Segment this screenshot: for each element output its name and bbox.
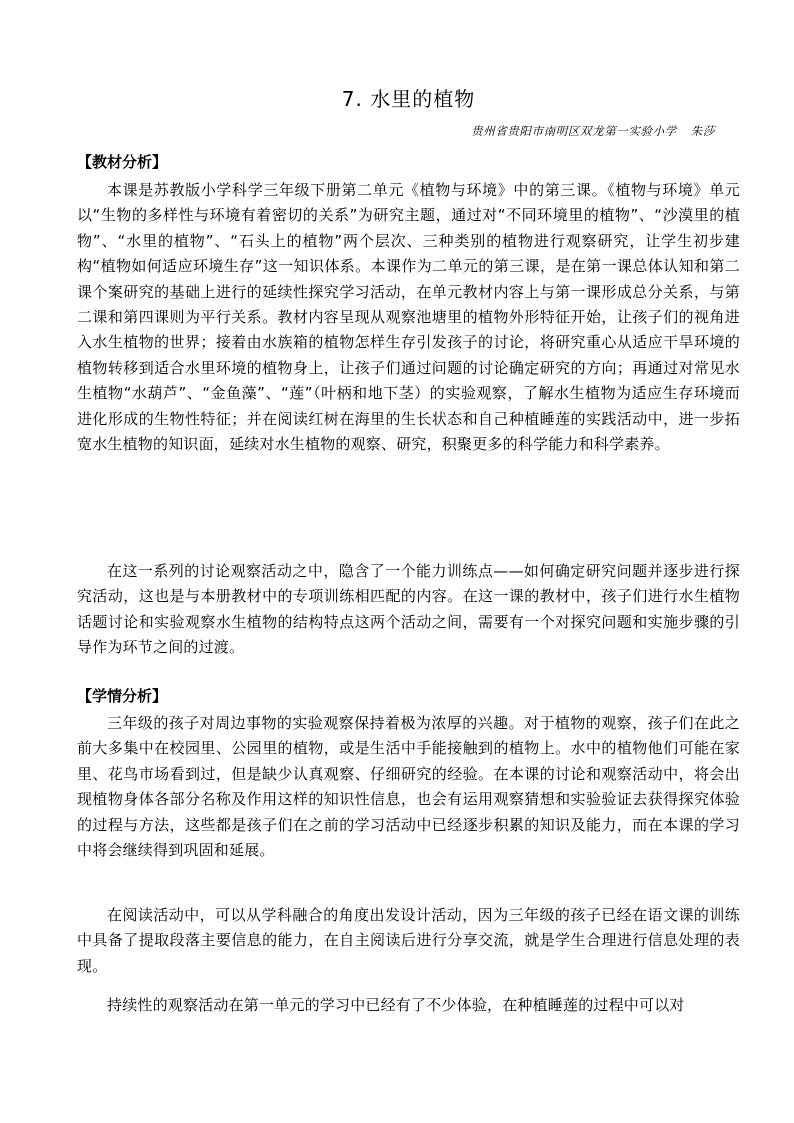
document-title: 7. 水里的植物	[341, 87, 476, 111]
section-heading-learner-analysis: 【学情分析】	[77, 687, 168, 705]
author-line	[471, 123, 715, 139]
paragraph-textbook-analysis-2: 在这一系列的讨论观察活动之中，隐含了一个能力训练点——如何确定研究问题并逐步进行探究活动，这也是与本册教材中的专项训练相匹配的内容。在这一课的教材中，孩子们进行水生植物话题讨论和实验观察水生植物的结构特点这两个活动之间，需要有一个对探究问题和实施步骤的引导作为环节之间的过渡。	[77, 562, 740, 657]
section-heading-textbook-analysis: 【教材分析】	[77, 153, 168, 171]
paragraph-learner-analysis-3: 持续性的观察活动在第一单元的学习中已经有了不少体验，在种植睡莲的过程中可以对	[107, 996, 685, 1014]
author-school: 贵州省贵阳市南明区双龙第一实验小学	[471, 124, 677, 138]
author-name: 朱莎	[690, 124, 715, 138]
paragraph-textbook-analysis-1: 本课是苏教版小学科学三年级下册第二单元《植物与环境》中的第三课。《植物与环境》单元以“生物的多样性与环境有着密切的关系”为研究主题，通过对“不同环境里的植物”、“沙漠里的植物”、“水里的植物”、“石头上的植物”两个层次、三种类别的植物进行观察研究，让学生初步建构“植物如何适应环境生存”这一知识体系。本课作为二单元的第三课，是在第一课总体认知和第二课个案研究的基础上进行的延续性探究学习活动，在单元教材内容上与第一课形成总分关系，与第二课和第四课则为平行关系。教材内容呈现从观察池塘里的植物外形特征开始，让孩子们的视角进入水生植物的世界；接着由水族箱的植物怎样生存引发孩子的讨论，将研究重心从适应干旱环境的植物转移到适合水里环境的植物身上，让孩子们通过问题的讨论确定研究的方向；再通过对常见水生植物“水葫芦”、“金鱼藻”、“莲”（叶柄和地下茎）的实验观察，了解水生植物为适应生存环境而进化形成的生物性特征；并在阅读红树在海里的生长状态和自己种植睡莲的实践活动中，进一步拓宽水生植物的知识面，延续对水生植物的观察、研究，积聚更多的科学能力和科学素养。	[77, 181, 740, 454]
paragraph-learner-analysis-2: 在阅读活动中，可以从学科融合的角度出发设计活动，因为三年级的孩子已经在语文课的训练中具备了提取段落主要信息的能力，在自主阅读后进行分享交流，就是学生合理进行信息处理的表现。	[77, 906, 740, 975]
paragraph-learner-analysis-1: 三年级的孩子对周边事物的实验观察保持着极为浓厚的兴趣。对于植物的观察，孩子们在此之前大多集中在校园里、公园里的植物，或是生活中手能接触到的植物上。水中的植物他们可能在家里、花鸟市场看到过，但是缺少认真观察、仔细研究的经验。在本课的讨论和观察活动中，将会出现植物身体各部分名称及作用这样的知识性信息，也会有运用观察猜想和实验验证去获得探究体验的过程与方法，这些都是孩子们在之前的学习活动中已经逐步积累的知识及能力，而在本课的学习中将会继续得到巩固和延展。	[77, 714, 740, 860]
